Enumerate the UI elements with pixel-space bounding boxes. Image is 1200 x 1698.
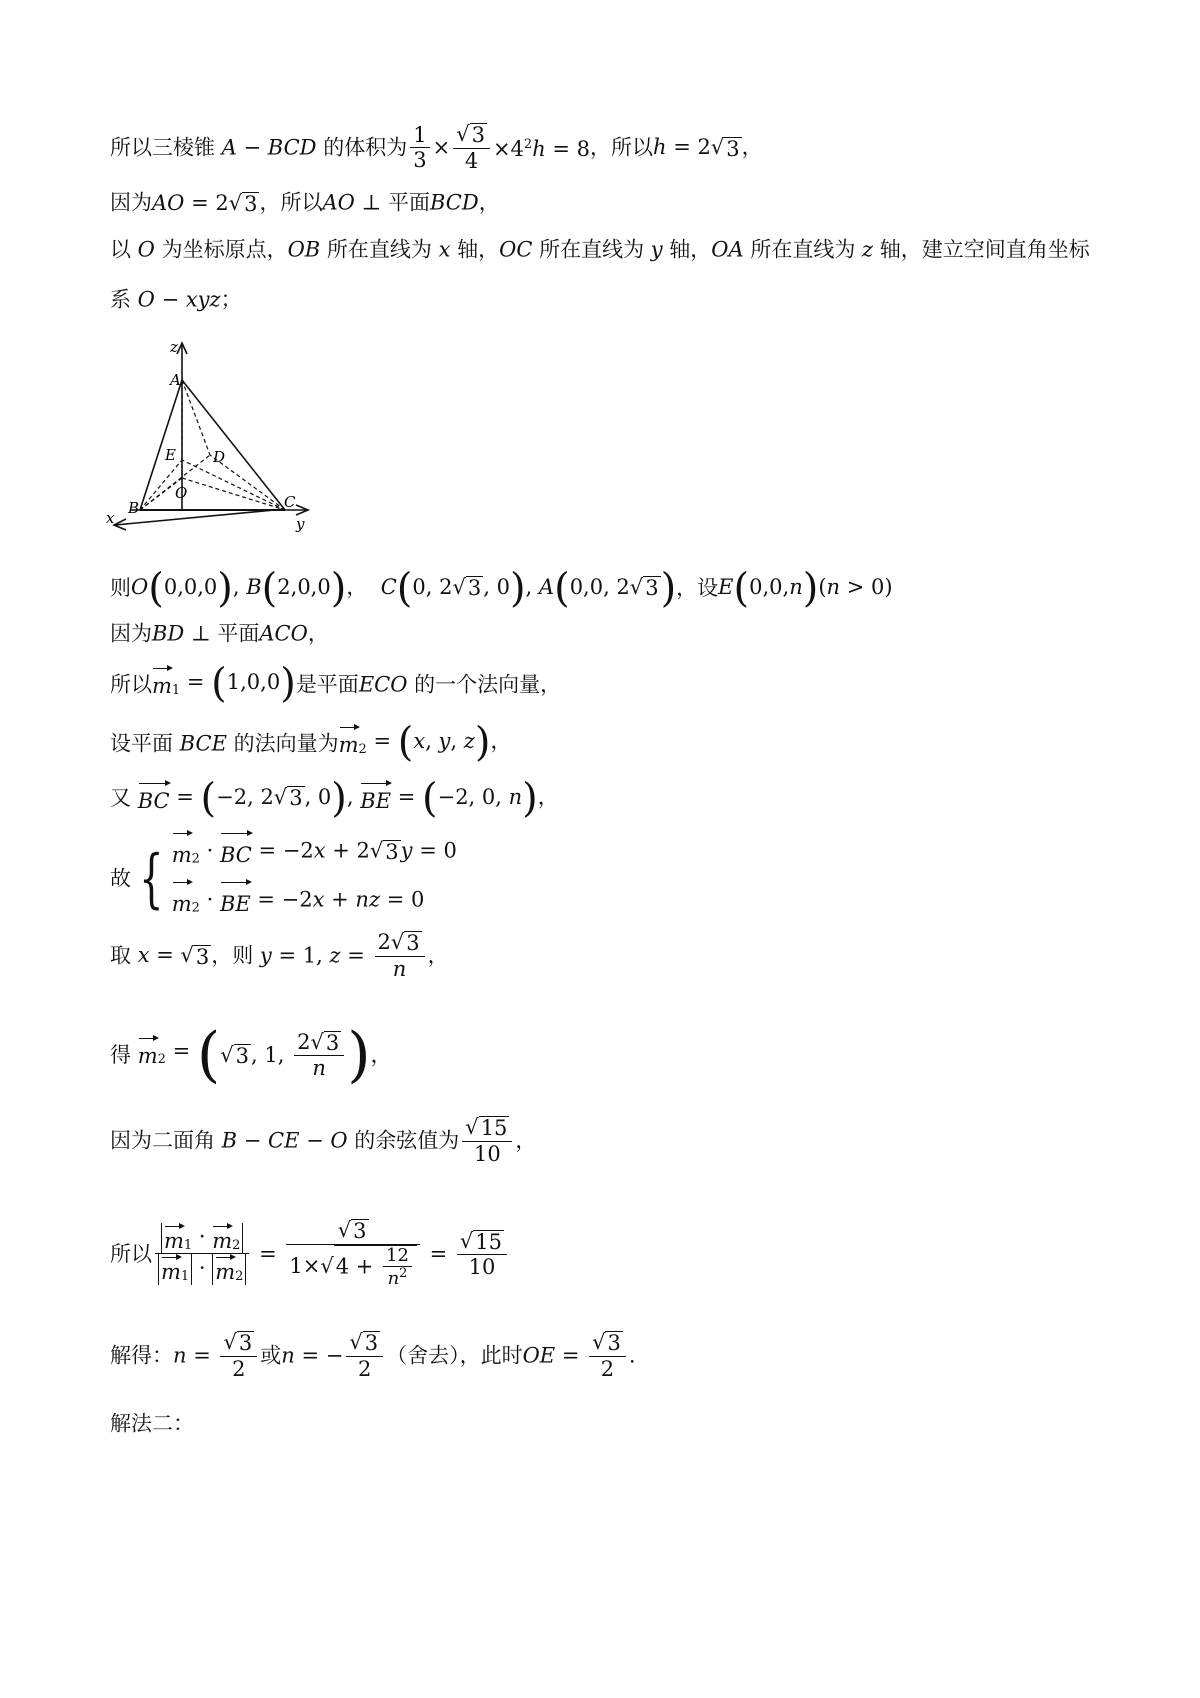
line-coord-setup: 以 O 为坐标原点，OB 所在直线为 x 轴，OC 所在直线为 y 轴，OA 所在直线为 z 轴，建立空间直角坐标 [110,237,1090,262]
label-o: O [175,484,188,502]
label-x: x [106,509,115,527]
label-z: z [170,338,178,356]
line-volume: 所以三棱锥 A − BCD 的体积为 $\frac{1}{3}$ × $\frac{√3}{4}$ $\times 4^2h = 8$，所以h = 2√3， [110,122,763,173]
x-axis [115,509,285,525]
label-c: C [284,493,296,511]
line-points: 则O(0,0,0), B(2,0,0)， C(0, 2√3, 0), A(0,0, 2√3)，设E(0,0,n)(n > 0) [110,565,893,611]
line-method-two: 解法二： [110,1411,194,1436]
edge-ac [182,380,285,510]
line-coord-system: 系 O − xyz； [110,287,242,312]
edge-oc [182,478,285,510]
line-bd-perp: 因为BD ⊥ 平面ACO， [110,621,329,646]
line-vectors: 又 BC = (−2, 2√3, 0), BE = (−2, 0, n)， [110,775,559,821]
label-b: B [128,499,140,517]
edge-ad [182,380,210,455]
tetrahedron-figure [100,335,330,535]
line-system: 故 { $m_2$ · BC = −2x + 2√3y = 0 $m_2$ · BE = −2x + nz = 0 [110,830,457,927]
edge-ce [182,460,285,510]
line-cos-equation: 所以 $\frac{m_1 \cdot m_2}{m_1 \cdot m_2}$ = √3 1×√4 + $\frac{12}{n^2}$ = $\frac{√15}{10}$ [110,1218,510,1290]
label-a: A [170,371,181,389]
line-normal-m1: 所以$m_1 = (1,0,0)$是平面ECO 的一个法向量， [110,660,562,706]
line-normal-m2: 设平面 BCE 的法向量为$m_2 = (x$, y, z)， [110,719,512,765]
line-solution: 解得：n = $\frac{√3}{2}$ 或n = − $\frac{√3}{2}$ （舍去），此时OE = $\frac{√3}{2}$ . [110,1330,636,1381]
label-d: D [213,448,226,466]
line-dihedral: 因为二面角 B − CE − O 的余弦值为 $\frac{√15}{10}$ ， [110,1115,537,1166]
line-ao-perp: 因为AO = 2√3，所以AO ⊥ 平面BCD， [110,190,500,216]
label-y: y [296,515,305,533]
label-e: E [165,446,176,464]
line-take-x: 取 x = √3，则 y = 1, z = $\frac{2√3}{n}$ ， [110,930,449,981]
line-m2-result: 得 $m_2 = (√3$, 1, $\frac{2√3}{n}$ )， [110,1020,392,1090]
